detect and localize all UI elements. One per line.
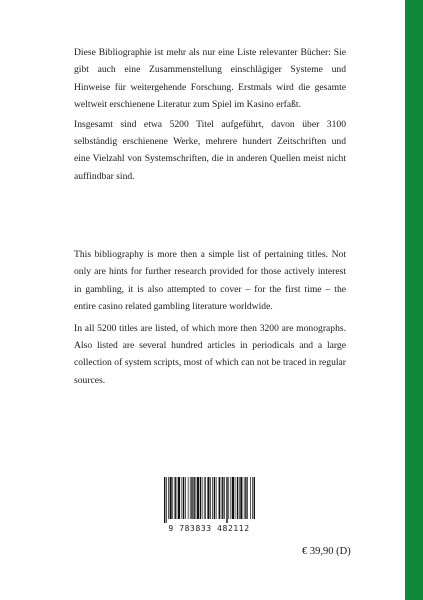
english-description	[74, 246, 346, 393]
german-description	[74, 44, 346, 187]
green-edge-strip	[405, 0, 423, 600]
isbn-barcode	[160, 477, 258, 541]
german-paragraph-1: Diese Bibliographie ist mehr als nur eine Liste relevanter Bücher: Sie gibt auch eine Zusammenstellung einschlägiger Systeme und Hinweise für weitergehende Forschung. Erstmals wird die gesamte weltweit erschienene Literatur zum Spiel im Kasino erfaßt.	[74, 47, 346, 111]
price-label: € 39,90 (D)	[302, 546, 351, 557]
barcode-bars	[163, 477, 255, 523]
english-paragraph-2: In all 5200 titles are listed, of which more then 3200 are monographs. Also listed are several hundred articles in periodicals and a large collection of system scripts, most of which can not be traced in regular sources.	[74, 322, 346, 386]
english-paragraph-1: This bibliography is more then a simple list of pertaining titles. Not only are hints for further research provided for those actively interest in gambling, it is also attempted to cover – for the first time – the entire casino related gambling literature worldwide.	[74, 249, 346, 313]
barcode-digits: 9 783833 482112	[168, 524, 250, 533]
german-paragraph-2: Insgesamt sind etwa 5200 Titel aufgeführt, davon über 3100 selbständig erschienene Werke, mehrere hundert Zeitschriften und eine Vielzahl von Systemschriften, die in anderen Quellen meist nicht auffindbar sind.	[74, 118, 346, 182]
